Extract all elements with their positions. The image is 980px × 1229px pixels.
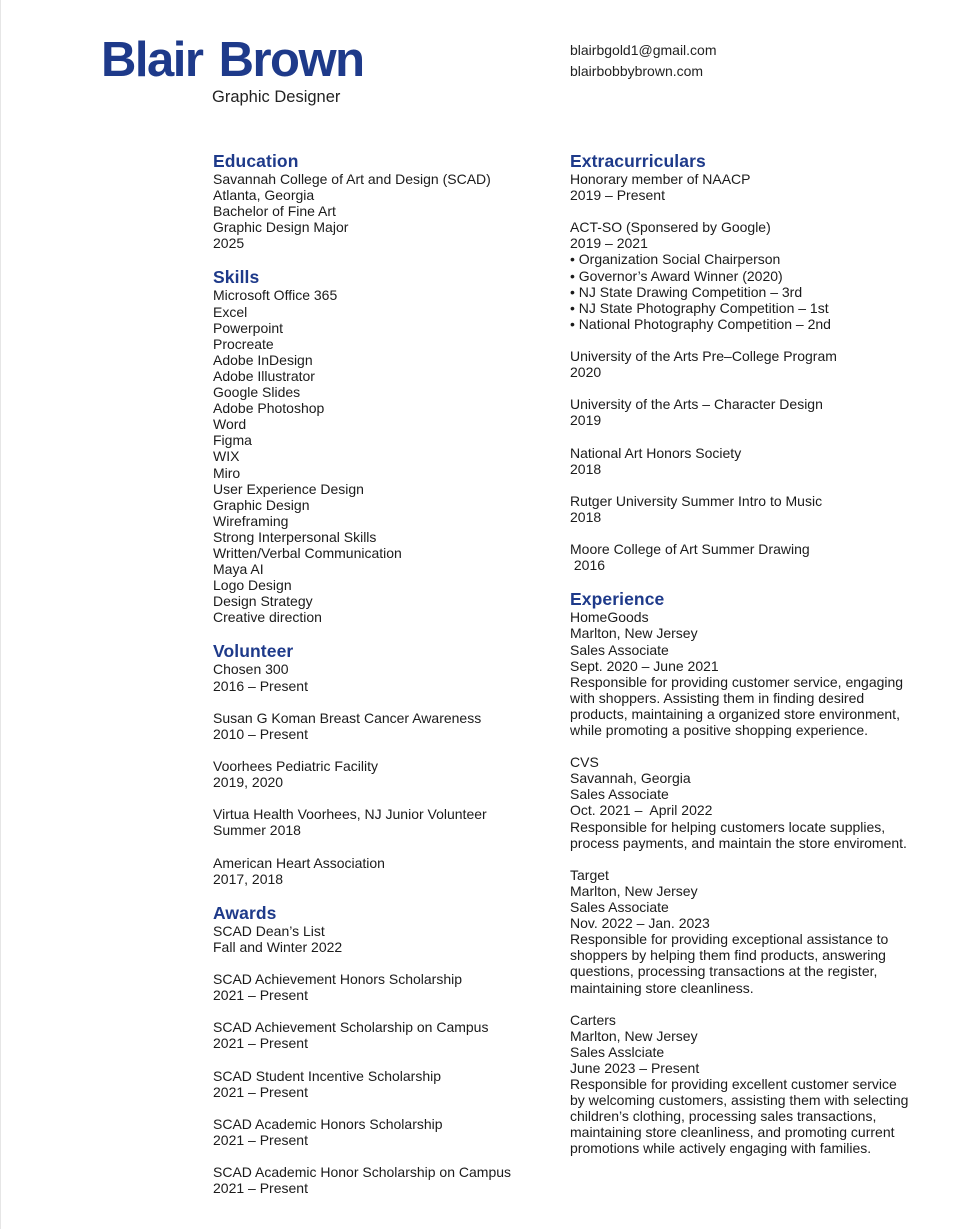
- extracurricular-entry: [570, 348, 915, 380]
- award-entry: [213, 971, 533, 1003]
- entry-title: Voorhees Pediatric Facility: [213, 758, 378, 774]
- entry-date: Fall and Winter 2022: [213, 938, 343, 955]
- award-entry: [213, 923, 533, 955]
- job-title: Graphic Designer: [212, 88, 341, 106]
- job-company: HomeGoods: [570, 609, 649, 626]
- skill-item: Design Strategy: [213, 593, 313, 610]
- skill-item: Procreate: [213, 335, 274, 352]
- extracurricular-entry: [570, 396, 915, 428]
- name-heading: [101, 30, 364, 90]
- skills-heading: Skills: [213, 267, 260, 288]
- entry-title: Rutger University Summer Intro to Music: [570, 492, 823, 509]
- job-entry: [570, 609, 915, 738]
- job-entry: [570, 1012, 915, 1157]
- job-role: Sales Associate: [570, 786, 669, 803]
- education-line: Bachelor of Fine Art: [213, 203, 336, 220]
- right-column: [570, 151, 915, 1173]
- job-dates: Oct. 2021 – April 2022: [570, 802, 713, 819]
- first-name: Blair: [101, 33, 203, 87]
- experience-section: [570, 589, 915, 1156]
- entry-title: University of the Arts Pre–College Program: [570, 348, 837, 365]
- extracurricular-entry: [570, 219, 915, 332]
- extracurricular-entry: [570, 171, 915, 203]
- job-dates: Sept. 2020 – June 2021: [570, 657, 719, 674]
- skill-item: WIX: [213, 448, 240, 465]
- entry-date: 2020: [570, 364, 602, 381]
- job-company: Target: [570, 866, 609, 883]
- skill-item: Microsoft Office 365: [213, 287, 338, 304]
- extracurricular-entry: [570, 493, 915, 525]
- skill-item: Graphic Design: [213, 496, 310, 513]
- education-line: Graphic Design Major: [213, 219, 349, 236]
- skill-item: Logo Design: [213, 577, 292, 594]
- volunteer-entry: [213, 855, 533, 887]
- job-role: Sales Associate: [570, 641, 669, 658]
- entry-date: 2019, 2020: [213, 774, 284, 791]
- education-line: Atlanta, Georgia: [213, 187, 315, 204]
- extracurriculars-heading: Extracurriculars: [570, 151, 706, 171]
- entry-title: SCAD Student Incentive Scholarship: [213, 1067, 442, 1084]
- volunteer-entry: [213, 806, 533, 838]
- award-entry: [213, 1019, 533, 1051]
- job-location: Marlton, New Jersey: [570, 625, 698, 642]
- achievement-bullet: • NJ State Drawing Competition – 3rd: [570, 284, 915, 300]
- entry-title: ACT-SO (Sponsered by Google): [570, 219, 771, 236]
- education-line: 2025: [213, 235, 245, 252]
- education-heading: Education: [213, 151, 299, 171]
- skill-item: Excel: [213, 303, 248, 320]
- skill-item: Powerpoint: [213, 319, 284, 336]
- job-role: Sales Associate: [570, 899, 669, 916]
- entry-title: SCAD Academic Honors Scholarship: [213, 1115, 443, 1132]
- awards-heading: Awards: [213, 902, 277, 923]
- extracurricular-entry: [570, 541, 915, 573]
- job-location: Savannah, Georgia: [570, 770, 691, 787]
- entry-date: 2016: [570, 557, 606, 574]
- job-description: Responsible for providing exceptional assistance to shoppers by helping them find products, answering questions, processing transactions at the register, maintaining store cleanliness.: [570, 931, 889, 996]
- achievement-bullet: • Governor’s Award Winner (2020): [570, 268, 915, 284]
- skill-item: Wireframing: [213, 512, 289, 529]
- entry-date: 2017, 2018: [213, 870, 284, 887]
- entry-title: Chosen 300: [213, 661, 289, 678]
- entry-date: 2021 – Present: [213, 1035, 308, 1052]
- job-dates: Nov. 2022 – Jan. 2023: [570, 915, 710, 932]
- website-link[interactable]: blairbobbybrown.com: [570, 63, 704, 79]
- email-link[interactable]: blairbgold1@gmail.com: [570, 42, 717, 58]
- entry-date: 2021 – Present: [213, 987, 308, 1004]
- achievement-bullet: • NJ State Photography Competition – 1st: [570, 300, 915, 316]
- volunteer-heading: Volunteer: [213, 641, 294, 662]
- skill-item: User Experience Design: [213, 480, 364, 497]
- job-location: Marlton, New Jersey: [570, 1027, 698, 1044]
- education-section: [213, 151, 533, 251]
- entry-title: National Art Honors Society: [570, 444, 742, 461]
- award-entry: [213, 1164, 533, 1196]
- job-entry: [570, 867, 915, 996]
- skill-item: Creative direction: [213, 609, 322, 626]
- skill-item: Google Slides: [213, 384, 301, 401]
- contact-info: [570, 40, 717, 82]
- skill-item: Adobe Photoshop: [213, 400, 325, 417]
- entry-title: Virtua Health Voorhees, NJ Junior Volunteer: [213, 806, 487, 823]
- achievement-bullet: • Organization Social Chairperson: [570, 251, 915, 267]
- entry-title: SCAD Achievement Scholarship on Campus: [213, 1019, 489, 1036]
- entry-date: 2010 – Present: [213, 725, 308, 742]
- entry-title: Moore College of Art Summer Drawing: [570, 541, 810, 558]
- extracurriculars-section: [570, 151, 915, 573]
- extracurricular-entry: [570, 445, 915, 477]
- job-company: CVS: [570, 754, 599, 771]
- skill-item: Written/Verbal Communication: [213, 544, 402, 561]
- entry-title: Susan G Koman Breast Cancer Awareness: [213, 709, 482, 726]
- job-company: Carters: [570, 1011, 616, 1028]
- volunteer-section: [213, 641, 533, 886]
- entry-title: SCAD Dean’s List: [213, 922, 325, 939]
- education-line: Savannah College of Art and Design (SCAD): [213, 171, 491, 187]
- entry-title: SCAD Academic Honor Scholarship on Campus: [213, 1164, 512, 1181]
- entry-title: American Heart Association: [213, 854, 385, 871]
- skill-item: Maya AI: [213, 561, 264, 578]
- entry-date: 2018: [570, 508, 602, 525]
- job-role: Sales Asslciate: [570, 1043, 665, 1060]
- entry-date: 2019 – 2021: [570, 235, 648, 252]
- volunteer-entry: [213, 661, 533, 693]
- entry-date: Summer 2018: [213, 822, 301, 839]
- experience-heading: Experience: [570, 589, 665, 610]
- skill-item: Adobe InDesign: [213, 351, 313, 368]
- skills-section: [213, 267, 533, 625]
- entry-date: 2019 – Present: [570, 187, 665, 204]
- entry-date: 2021 – Present: [213, 1180, 308, 1197]
- job-description: Responsible for providing excellent customer service by welcoming customers, assisting them with selecting children’s clothing, processing sales transactions, maintaining store cleanliness, and promoting current promotions while actively engaging with families.: [570, 1076, 909, 1157]
- entry-date: 2018: [570, 460, 602, 477]
- job-location: Marlton, New Jersey: [570, 882, 698, 899]
- entry-date: 2016 – Present: [213, 677, 308, 694]
- entry-date: 2021 – Present: [213, 1083, 308, 1100]
- awards-section: [213, 903, 533, 1197]
- entry-date: 2019: [570, 412, 602, 429]
- skill-item: Figma: [213, 432, 252, 449]
- entry-title: Honorary member of NAACP: [570, 171, 751, 187]
- job-entry: [570, 754, 915, 851]
- award-entry: [213, 1068, 533, 1100]
- award-entry: [213, 1116, 533, 1148]
- skill-item: Strong Interpersonal Skills: [213, 528, 377, 545]
- job-description: Responsible for providing customer service, engaging with shoppers. Assisting them in finding desired products, maintaining a organized store environment, while promoting a positive shopping experience.: [570, 673, 904, 738]
- skill-item: Word: [213, 416, 247, 433]
- skill-item: Adobe Illustrator: [213, 367, 315, 384]
- left-column: [213, 151, 533, 1212]
- achievement-bullet: • National Photography Competition – 2nd: [570, 316, 915, 332]
- entry-title: SCAD Achievement Honors Scholarship: [213, 971, 463, 988]
- skill-item: Miro: [213, 464, 241, 481]
- volunteer-entry: [213, 758, 533, 790]
- job-description: Responsible for helping customers locate supplies, process payments, and maintain the store enviroment.: [570, 818, 907, 851]
- last-name: Brown: [218, 33, 364, 87]
- entry-date: 2021 – Present: [213, 1131, 308, 1148]
- job-dates: June 2023 – Present: [570, 1059, 700, 1076]
- entry-title: University of the Arts – Character Design: [570, 396, 823, 413]
- volunteer-entry: [213, 710, 533, 742]
